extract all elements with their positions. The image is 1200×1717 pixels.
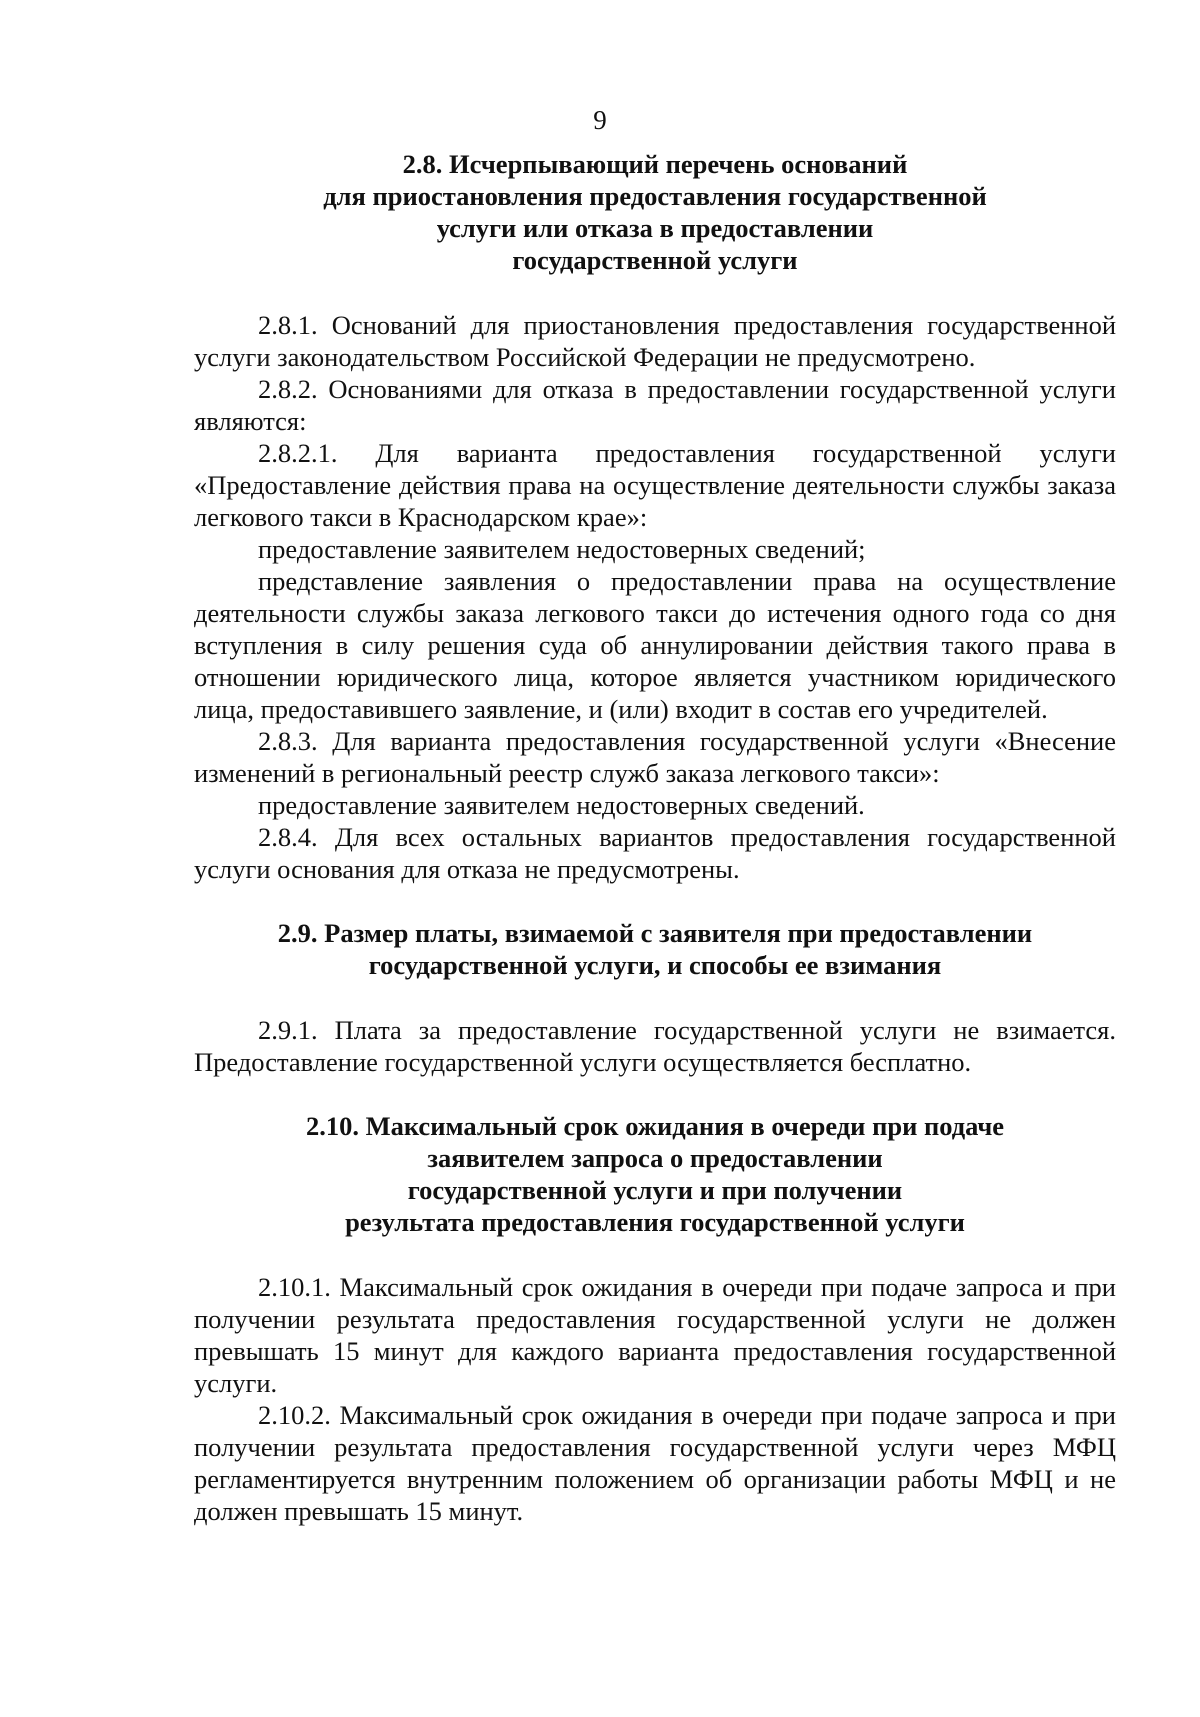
heading-line: 2.9. Размер платы, взимаемой с заявителя при предоставлении	[277, 918, 1033, 948]
heading-line: 2.10. Максимальный срок ожидания в очереди при подаче	[305, 1111, 1005, 1141]
paragraph-item: представление заявления о предоставлении права на осуществление деятельности службы заказа легкового такси до истечения одного года со дня вступления в силу решения суда об аннулировании действия такого права в отношении юридического лица, которое является участником юридического лица, предоставившего заявление, и (или) входит в состав его учредителей.	[194, 566, 1116, 724]
heading-line: заявителем запроса о предоставлении	[427, 1143, 883, 1173]
paragraph-2-8-4: 2.8.4. Для всех остальных вариантов предоставления государственной услуги основания для отказа не предусмотрены.	[194, 822, 1116, 884]
paragraph-2-8-3: 2.8.3. Для варианта предоставления государственной услуги «Внесение изменений в региональный реестр служб заказа легкового такси»:	[194, 726, 1116, 788]
paragraph-item: предоставление заявителем недостоверных сведений.	[258, 790, 865, 820]
heading-line: государственной услуги и при получении	[407, 1175, 903, 1205]
paragraph-2-10-2: 2.10.2. Максимальный срок ожидания в очереди при подаче запроса и при получении результата предоставления государственной услуги через МФЦ регламентируется внутренним положением об организации работы МФЦ и не должен превышать 15 минут.	[194, 1400, 1116, 1526]
page-number: 9	[593, 105, 607, 135]
heading-line: результата предоставления государственной услуги	[345, 1207, 965, 1237]
heading-line: государственной услуги	[512, 245, 798, 275]
section-2-8-heading	[194, 148, 1116, 276]
document-body	[194, 148, 1116, 1527]
heading-line: для приостановления предоставления государственной	[323, 181, 987, 211]
paragraph-2-8-2: 2.8.2. Основаниями для отказа в предоставлении государственной услуги являются:	[194, 374, 1116, 436]
heading-line: услуги или отказа в предоставлении	[436, 213, 874, 243]
heading-line: государственной услуги, и способы ее взимания	[368, 950, 942, 980]
heading-line: 2.8. Исчерпывающий перечень оснований	[402, 149, 908, 179]
paragraph-item: предоставление заявителем недостоверных сведений;	[258, 534, 866, 564]
paragraph-2-8-1: 2.8.1. Оснований для приостановления предоставления государственной услуги законодательством Российской Федерации не предусмотрено.	[194, 310, 1116, 372]
paragraph-2-8-2-1: 2.8.2.1. Для варианта предоставления государственной услуги «Предоставление действия права на осуществление деятельности службы заказа легкового такси в Краснодарском крае»:	[194, 438, 1116, 532]
paragraph-2-10-1: 2.10.1. Максимальный срок ожидания в очереди при подаче запроса и при получении результата предоставления государственной услуги не должен превышать 15 минут для каждого варианта предоставления государственной услуги.	[194, 1272, 1116, 1398]
section-2-9-heading	[194, 917, 1116, 981]
section-2-10-heading	[194, 1110, 1116, 1238]
paragraph-2-9-1: 2.9.1. Плата за предоставление государственной услуги не взимается. Предоставление государственной услуги осуществляется бесплатно.	[194, 1015, 1116, 1077]
